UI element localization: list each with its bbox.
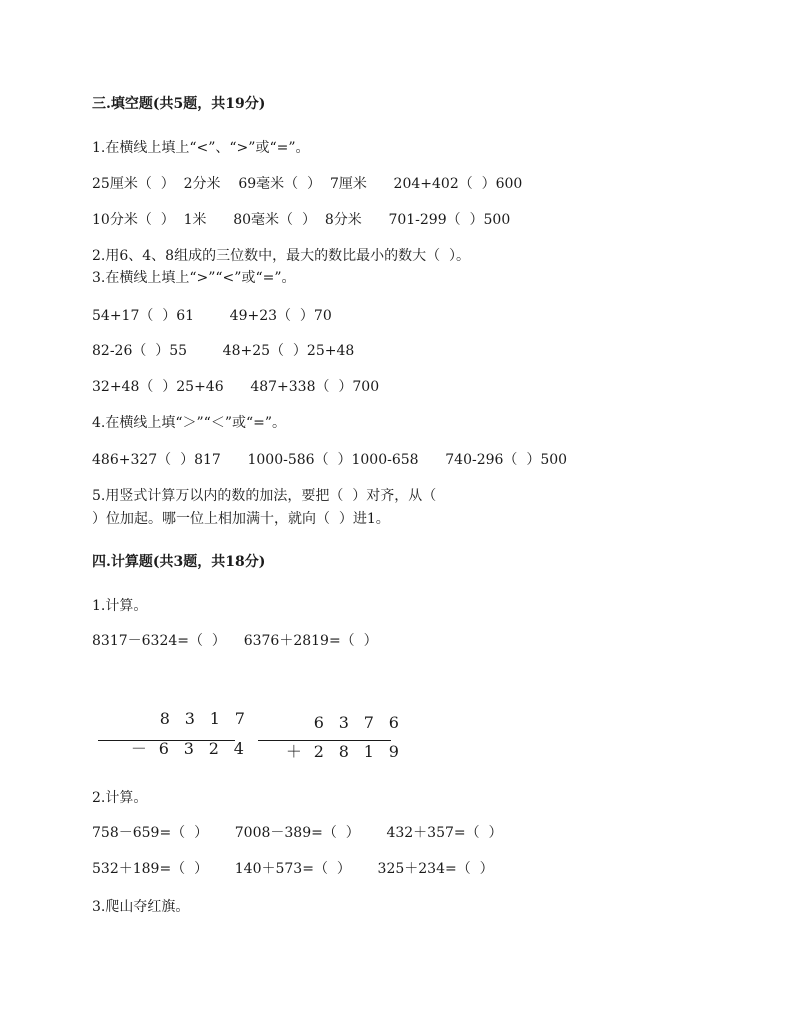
section-4-title: 四.计算题(共3题，共18分): [92, 554, 266, 570]
vertical-calc-subtraction: [98, 688, 245, 758]
q3-4-row-1: 486+327（ ）817 1000-586（ ）1000-658 740-296（ ）500: [92, 452, 568, 468]
q3-4-prompt: 4.在横线上填“＞”“＜”或“=”。: [92, 415, 287, 431]
digit: 3: [183, 739, 194, 758]
digit: 6: [158, 739, 169, 758]
q4-2-prompt: 2.计算。: [92, 790, 148, 806]
vertical-calc-1-bottom: [106, 717, 251, 778]
digit: 7: [234, 709, 245, 728]
digit: 2: [313, 742, 324, 761]
digit: 3: [184, 709, 195, 728]
digit: 7: [363, 713, 374, 732]
digit: 4: [233, 739, 244, 758]
q3-5-line-1: 5.用竖式计算万以内的数的加法，要把（ ）对齐，从（: [92, 488, 437, 504]
vertical-calc-addition: [258, 692, 399, 761]
q4-2-row-2: 532＋189=（ ） 140＋573=（ ） 325＋234=（ ）: [92, 861, 494, 877]
q3-3-prompt: 3.在横线上填上“>”“<”或“=”。: [92, 270, 296, 286]
q3-3-row-3: 32+48（ ）25+46 487+338（ ）700: [92, 379, 380, 395]
q3-1-row-2: 10分米（ ） 1米 80毫米（ ） 8分米 701-299（ ）500: [92, 212, 511, 228]
digit: 3: [338, 713, 349, 732]
operator: －: [130, 739, 147, 758]
q4-2-row-1: 758－659=（ ） 7008－389=（ ） 432＋357=（ ）: [92, 825, 503, 841]
digit: 8: [159, 709, 170, 728]
vertical-calc-2-bottom: [261, 720, 406, 781]
digit: 1: [209, 709, 220, 728]
vertical-calc-2-rule: [258, 740, 391, 741]
digit: 9: [388, 742, 399, 761]
vertical-calc-1-rule: [98, 740, 235, 741]
q4-3-prompt: 3.爬山夺红旗。: [92, 899, 190, 915]
section-3-title: 三.填空题(共5题，共19分): [92, 96, 266, 112]
q3-3-row-2: 82-26（ ）55 48+25（ ）25+48: [92, 343, 355, 359]
digit: 2: [208, 739, 219, 758]
q4-1-prompt: 1.计算。: [92, 598, 148, 614]
digit: 6: [388, 713, 399, 732]
q4-1-row-1: 8317－6324=（ ） 6376＋2819=（ ）: [92, 633, 378, 649]
digit: 6: [313, 713, 324, 732]
q3-1-prompt: 1.在横线上填上“<”、“>”或“=”。: [92, 140, 310, 156]
q3-5-line-2: ）位加起。哪一位上相加满十，就向（ ）进1。: [92, 511, 390, 527]
operator: ＋: [285, 742, 302, 761]
q3-1-row-1: 25厘米（ ） 2分米 69毫米（ ） 7厘米 204+402（ ）600: [92, 176, 523, 192]
digit: 1: [363, 742, 374, 761]
q3-2-prompt: 2.用6、4、8组成的三位数中，最大的数比最小的数大（ ）。: [92, 248, 470, 264]
q3-3-row-1: 54+17（ ）61 49+23（ ）70: [92, 308, 332, 324]
digit: 8: [338, 742, 349, 761]
